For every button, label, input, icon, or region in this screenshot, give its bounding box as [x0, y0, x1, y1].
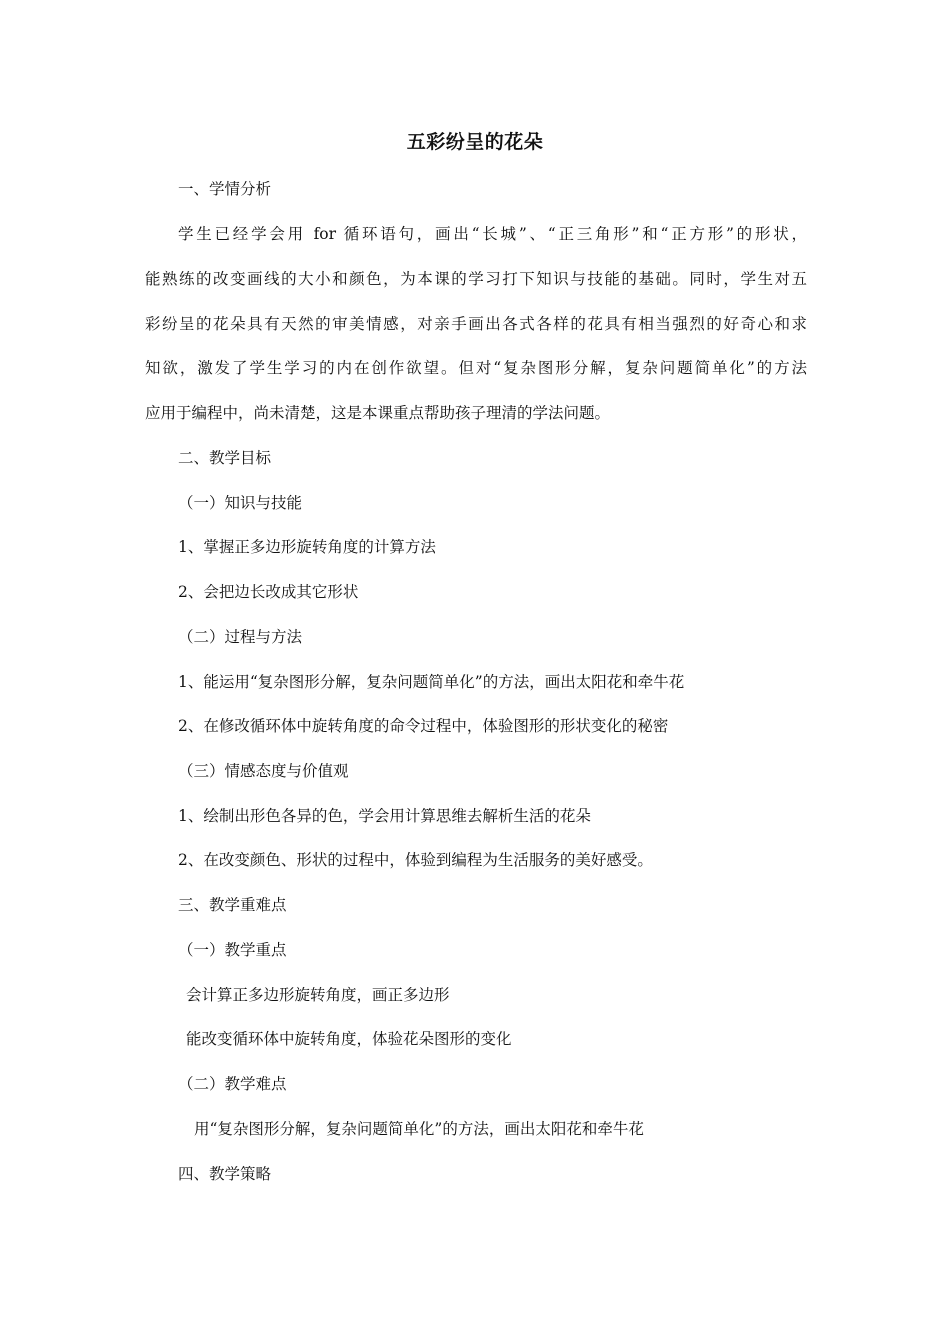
- list-item: 2、会把边长改成其它形状: [178, 583, 359, 601]
- paragraph-line: 能熟练的改变画线的大小和颜色，为本课的学习打下知识与技能的基础。同时，学生对五: [145, 270, 807, 288]
- list-item: 1、绘制出形色各异的色，学会用计算思维去解析生活的花朵: [178, 807, 591, 825]
- paragraph-line: 学生已经学会用 for 循环语句，画出“长城”、“正三角形”和“正方形”的形状，: [178, 225, 807, 243]
- section-heading-key-points: 三、教学重难点: [178, 896, 287, 914]
- list-item: 1、掌握正多边形旋转角度的计算方法: [178, 538, 436, 556]
- section-heading-goals: 二、教学目标: [178, 449, 272, 467]
- section-heading-analysis: 一、学情分析: [178, 180, 272, 198]
- paragraph-line: 应用于编程中，尚未清楚，这是本课重点帮助孩子理清的学法问题。: [145, 404, 611, 422]
- list-item: 1、能运用“复杂图形分解，复杂问题简单化”的方法，画出太阳花和牵牛花: [178, 673, 685, 691]
- list-item: 2、在修改循环体中旋转角度的命令过程中，体验图形的形状变化的秘密: [178, 717, 669, 735]
- subheading-difficulty: （二）教学难点: [178, 1075, 287, 1093]
- list-item: 2、在改变颜色、形状的过程中，体验到编程为生活服务的美好感受。: [178, 851, 653, 869]
- list-item: 会计算正多边形旋转角度，画正多边形: [186, 986, 450, 1004]
- paragraph-line: 彩纷呈的花朵具有天然的审美情感，对亲手画出各式各样的花具有相当强烈的好奇心和求: [145, 315, 807, 333]
- list-item: 用“复杂图形分解，复杂问题简单化”的方法，画出太阳花和牵牛花: [194, 1120, 644, 1138]
- subheading-emotion: （三）情感态度与价值观: [178, 762, 349, 780]
- subheading-process: （二）过程与方法: [178, 628, 303, 646]
- list-item: 能改变循环体中旋转角度，体验花朵图形的变化: [186, 1030, 512, 1048]
- section-heading-strategy: 四、教学策略: [178, 1165, 272, 1183]
- document-title: 五彩纷呈的花朵: [406, 131, 544, 153]
- subheading-key: （一）教学重点: [178, 941, 287, 959]
- subheading-knowledge: （一）知识与技能: [178, 494, 303, 512]
- paragraph-line: 知欲，激发了学生学习的内在创作欲望。但对“复杂图形分解，复杂问题简单化”的方法: [145, 359, 807, 377]
